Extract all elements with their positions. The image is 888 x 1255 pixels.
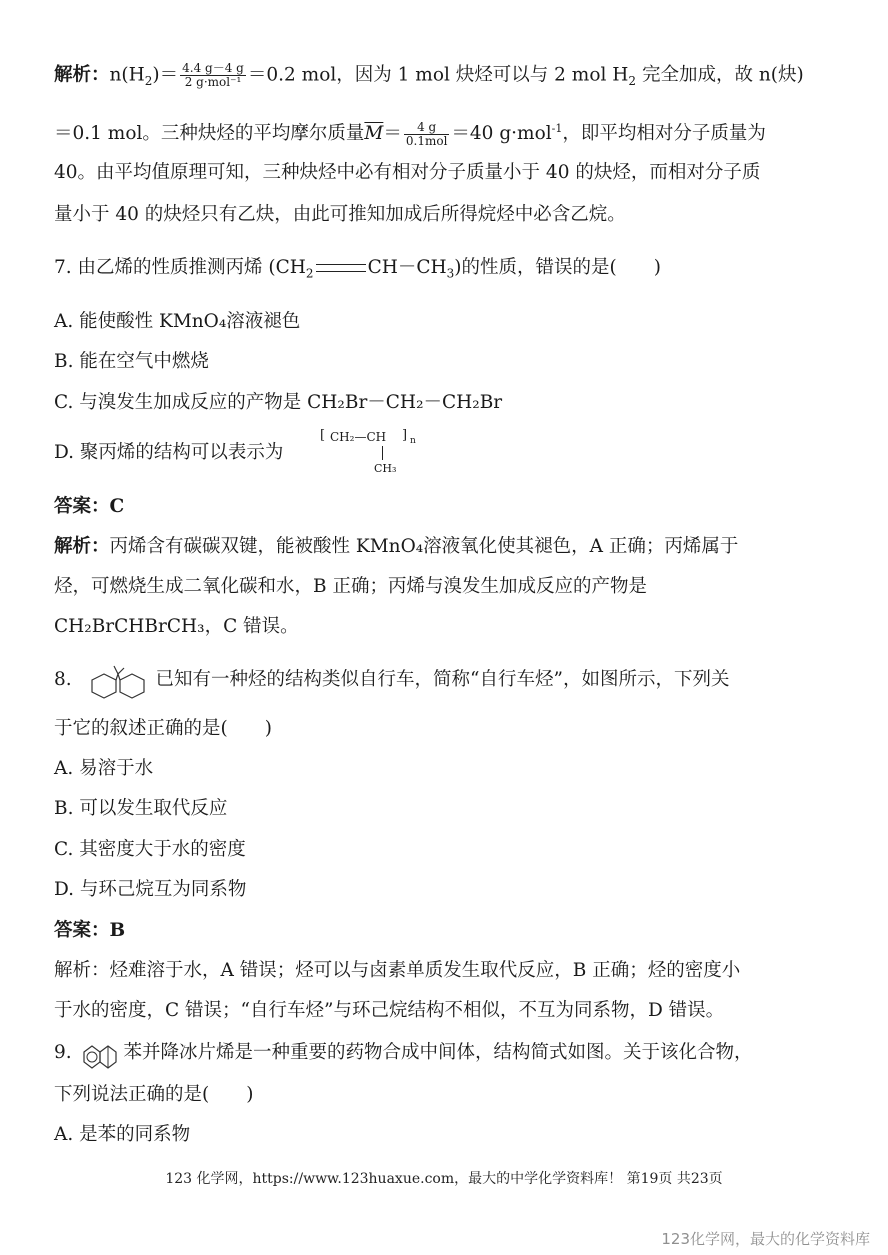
poly-backbone: CH₂—CH [330,430,387,444]
q7-analysis-2: 烃，可燃烧生成二氧化碳和水，B 正确；丙烯与溴发生加成反应的产物是 [54,576,647,597]
poly-n: n [410,436,416,446]
fraction-mass: $\frac{4.4 g-4 g}{\text{2 g·mol⁻¹}}$ [182,61,244,89]
q9-option-a: A. 是苯的同系物 [54,1124,191,1145]
q7-analysis-1: 解析：丙烯含有碳碳双键，能被酸性 KMnO₄溶液氧化使其褪色，A 正确；丙烯属于 [54,536,739,557]
benzonorbornene-structure [80,1042,124,1070]
poly-methyl: CH₃ [374,462,397,475]
q8-option-b: B. 可以发生取代反应 [54,798,228,819]
q7-analysis-3: CH₂BrCHBrCH₃，C 错误。 [54,616,299,637]
q8-analysis-1: 解析：烃难溶于水，A 错误；烃可以与卤素单质发生取代反应，B 正确；烃的密度小 [54,960,741,981]
bicycle-hydrocarbon-structure [82,664,154,704]
q8-option-a: A. 易溶于水 [54,758,154,779]
q8-option-c: C. 其密度大于水的密度 [54,839,246,860]
fraction-average: $\frac{4 g}{\text{0.1mol}}$ [405,119,448,148]
double-bond [316,264,366,272]
q9-stem-1: 9. 苯并降冰片烯是一种重要的药物合成中间体，结构简式如图。关于该化合物， [54,1040,848,1066]
q7-option-c: C. 与溴发生加成反应的产物是 CH₂Br－CH₂－CH₂Br [54,392,503,413]
analysis6-line4: 量小于 40 的炔烃只有乙炔，由此可推知加成后所得烷烃中必含乙烷。 [54,204,626,225]
q8-analysis-2: 于水的密度，C 错误；“自行车烃”与环己烷结构不相似，不互为同系物，D 错误。 [54,1000,725,1021]
q7-option-a: A. 能使酸性 KMnO₄溶液褪色 [54,311,301,332]
analysis6-line1: 解析：$n(H_2)=$ $\frac{4.4 g-4 g}{\text{2 g·mol⁻¹}}$ ＝0.2 mol，因为 1 mol 炔烃可以与 2 mol $H_2$ 完全加成，故 n(炔) [54,61,804,89]
q7-stem: 7. 由乙烯的性质推测丙烯 ($CH_2$ $CH-CH_3$)的性质，错误的是( ) [54,257,661,281]
q7-answer: 答案：C [54,496,125,517]
analysis6-line2: ＝0.1 mol。三种炔烃的平均摩尔质量$\overline{M}=$ $\frac{4 g}{\text{0.1mol}}$ ＝40 g·mol$^{-1}$，即平均相对分子质量为 [54,119,766,148]
polypropylene-structure [320,428,430,480]
page-footer: 123 化学网，https://www.123huaxue.com，最大的中学化学资料库！ 第19页 共23页 [165,1171,723,1187]
q7-option-b: B. 能在空气中燃烧 [54,351,209,372]
analysis6-line3: 40。由平均值原理可知，三种炔烃中必有相对分子质量小于 40 的炔烃，而相对分子质 [54,162,761,183]
poly-bracket-left: [ [320,428,326,443]
poly-bond-vertical [382,446,383,460]
q8-answer: 答案：B [54,920,126,941]
q9-stem-2: 下列说法正确的是( ) [54,1084,254,1105]
q8-stem-2: 于它的叙述正确的是( ) [54,718,272,739]
poly-bracket-right: ] [402,428,408,443]
q8-stem-1: 8. 已知有一种烃的结构类似自行车，简称“自行车烃”，如图所示，下列关 [54,664,848,696]
q7-option-d: D. 聚丙烯的结构可以表示为 [54,442,284,463]
q8-option-d: D. 与环己烷互为同系物 [54,879,247,900]
watermark: 123化学网，最大的化学资料库 [661,1230,870,1248]
